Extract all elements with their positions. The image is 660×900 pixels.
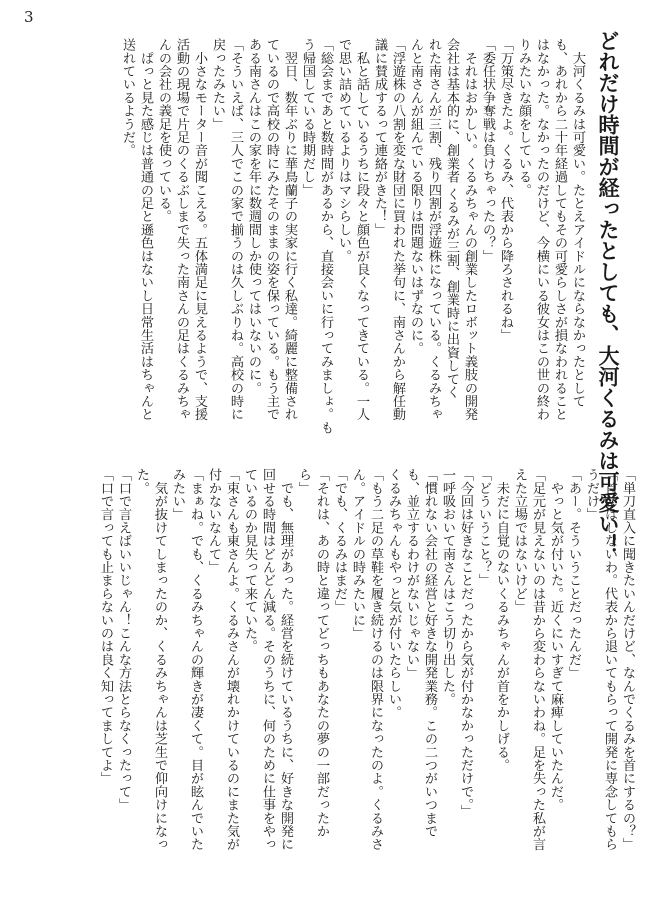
text-line: んと南さんが組んでいる限りは問題ないはずなのに。 xyxy=(408,38,423,355)
chapter-title: どれだけ時間が経ったとしても、大河くるみは可愛い！ xyxy=(596,30,621,555)
text-line: 「どういうこと？」 xyxy=(476,468,491,587)
text-line: 「そういえば、三人でこの家で揃うのは久しぶりね。高校の時に xyxy=(228,38,243,421)
text-line: 「総会まであと数時間があるから、直接会いに行ってみましょ。も xyxy=(318,38,333,434)
text-line: れた南さんが三割、残り四割が浮遊株になっている。くるみちゃ xyxy=(426,38,441,421)
page-number: 3 xyxy=(24,8,34,26)
text-line: で思い詰めているよりはマシらしい。 xyxy=(336,38,351,263)
text-line: 私と話しているうちに段々と顔色が良くなってきている。一人 xyxy=(354,38,369,421)
text-line: ある南さんはこの家を年に数週間しか使ってはいないのに。 xyxy=(246,38,261,395)
text-line: やっと気が付いた。近くにいすぎて麻痺していたんだ。 xyxy=(548,468,563,812)
text-line: 「あー。そういうことだったんだ」 xyxy=(566,468,581,680)
text-line: 回せる時間はどんどん減る。そのうちに、何のために仕事をやっ xyxy=(260,468,275,851)
text-line: も、あれから二十年経過してもその可愛らしさが損なわれること xyxy=(552,38,567,421)
text-line: ら」 xyxy=(296,468,311,495)
text-line: 活動の現場で片足のくるぶしまで失った南さんの足はくるみちゃ xyxy=(174,38,189,421)
text-line: 「それは、あの時と違ってどっちもあなたの夢の一部だったか xyxy=(314,468,329,838)
text-line: ているのか見失って来ていた。 xyxy=(242,468,257,653)
text-line: 「慣れない会社の経営と好きな開発業務。この二つがいつまで xyxy=(422,468,437,838)
text-line: 「もう二足の草鞋を履き続けるのは限界になったのよ。くるみさ xyxy=(368,468,383,851)
text-line: 「束さんも東さんよ。くるみさんが壊れかけているのにまた気が xyxy=(224,468,239,851)
text-line: 一呼吸おいて南さんはこう切り出した。 xyxy=(440,468,455,706)
text-line: えた立場ではないけど」 xyxy=(512,468,527,614)
text-line: 付かないなんて」 xyxy=(206,468,221,574)
text-line: 小さなモーター音が聞こえる。五体満足に見えるようで、支援 xyxy=(192,38,207,421)
text-line: 「今回は好きなことだったから気が付かなかっただけで。」 xyxy=(458,468,473,818)
lower-text-column xyxy=(30,468,636,876)
text-line: みたい」 xyxy=(170,468,185,521)
text-line: 気が抜けてしまったのか、くるみちゃんは芝生で仰向けになっ xyxy=(152,468,167,851)
text-line: んの会社の義足を使っている。 xyxy=(156,38,171,223)
text-line: 戻ったみたい」 xyxy=(210,38,225,131)
text-line: 「首にはしないわ。代表から退いてもらって開発に専念してもら xyxy=(602,468,617,851)
text-line: 翌日、数年ぶりに華鳥蘭子の実家に行く私達。綺麗に整備され xyxy=(282,38,297,421)
text-line: くるみちゃんもやっと気が付いたらしい。 xyxy=(386,468,401,719)
text-line: 「口で言えばいいじゃん！こんな方法とらなくったって」 xyxy=(116,468,131,812)
text-line: 「でも、くるみはまだ」 xyxy=(332,468,347,614)
text-line: りみたいな顔をしている。 xyxy=(516,38,531,197)
text-line: 「口で言っても止まらないのは良く知ってましてよ」 xyxy=(98,468,113,785)
text-line: それはおかしい。くるみちゃんの創業したロボット義肢の開発 xyxy=(462,38,477,421)
text-line: 「委任状争奪戦は負けちゃったの？」 xyxy=(480,38,495,263)
text-line: 「単刀直入に聞きたいんだけど、なんでくるみを首にするの？」 xyxy=(620,468,635,851)
text-line: た。 xyxy=(134,468,149,495)
text-line: 送れているようだ。 xyxy=(120,38,135,157)
text-line: ん。アイドルの時みたいに」 xyxy=(350,468,365,640)
text-line: 議に賛成するって連絡がきた！」 xyxy=(372,38,387,236)
text-line: ているので高校の時にみたそのままの姿を保っている。もう主で xyxy=(264,38,279,421)
text-line: でも、無理があった。経営を続けているうちに、好きな開発に xyxy=(278,468,293,851)
text-line: 会社は基本的に、創業者 くるみが三割、創業時に出資してく xyxy=(444,38,459,399)
text-line: も、並立するわけがないじゃない」 xyxy=(404,468,419,680)
text-line: うだけ」 xyxy=(584,468,599,521)
text-line: 未だに自覚のないくるみちゃんが首をかしげる。 xyxy=(494,468,509,772)
text-line: 「まぁね。でも、くるみちゃんの輝きが凄くて。目が眩んでいた xyxy=(188,468,203,851)
text-line: 「万策尽きたよ。くるみ、代表から降ろされるね」 xyxy=(498,38,513,342)
text-line: 「足元が見えないのは昔から変わらないわね。足を失った私が言 xyxy=(530,468,545,851)
upper-text-column xyxy=(30,38,586,450)
text-line: ぱっと見た感じは普通の足と遜色はないし日常生活はちゃんと xyxy=(138,38,153,421)
text-line: 大河くるみは可愛い。たとえアイドルにならなかったとして xyxy=(570,38,585,408)
text-line: はなかった。なかったのだけど、今横にいる彼女はこの世の終わ xyxy=(534,38,549,421)
text-line: う帰国している時期だし」 xyxy=(300,38,315,197)
text-line: 「浮遊株の八割を変な財団に買われた挙句に、南さんから解任動 xyxy=(390,38,405,421)
